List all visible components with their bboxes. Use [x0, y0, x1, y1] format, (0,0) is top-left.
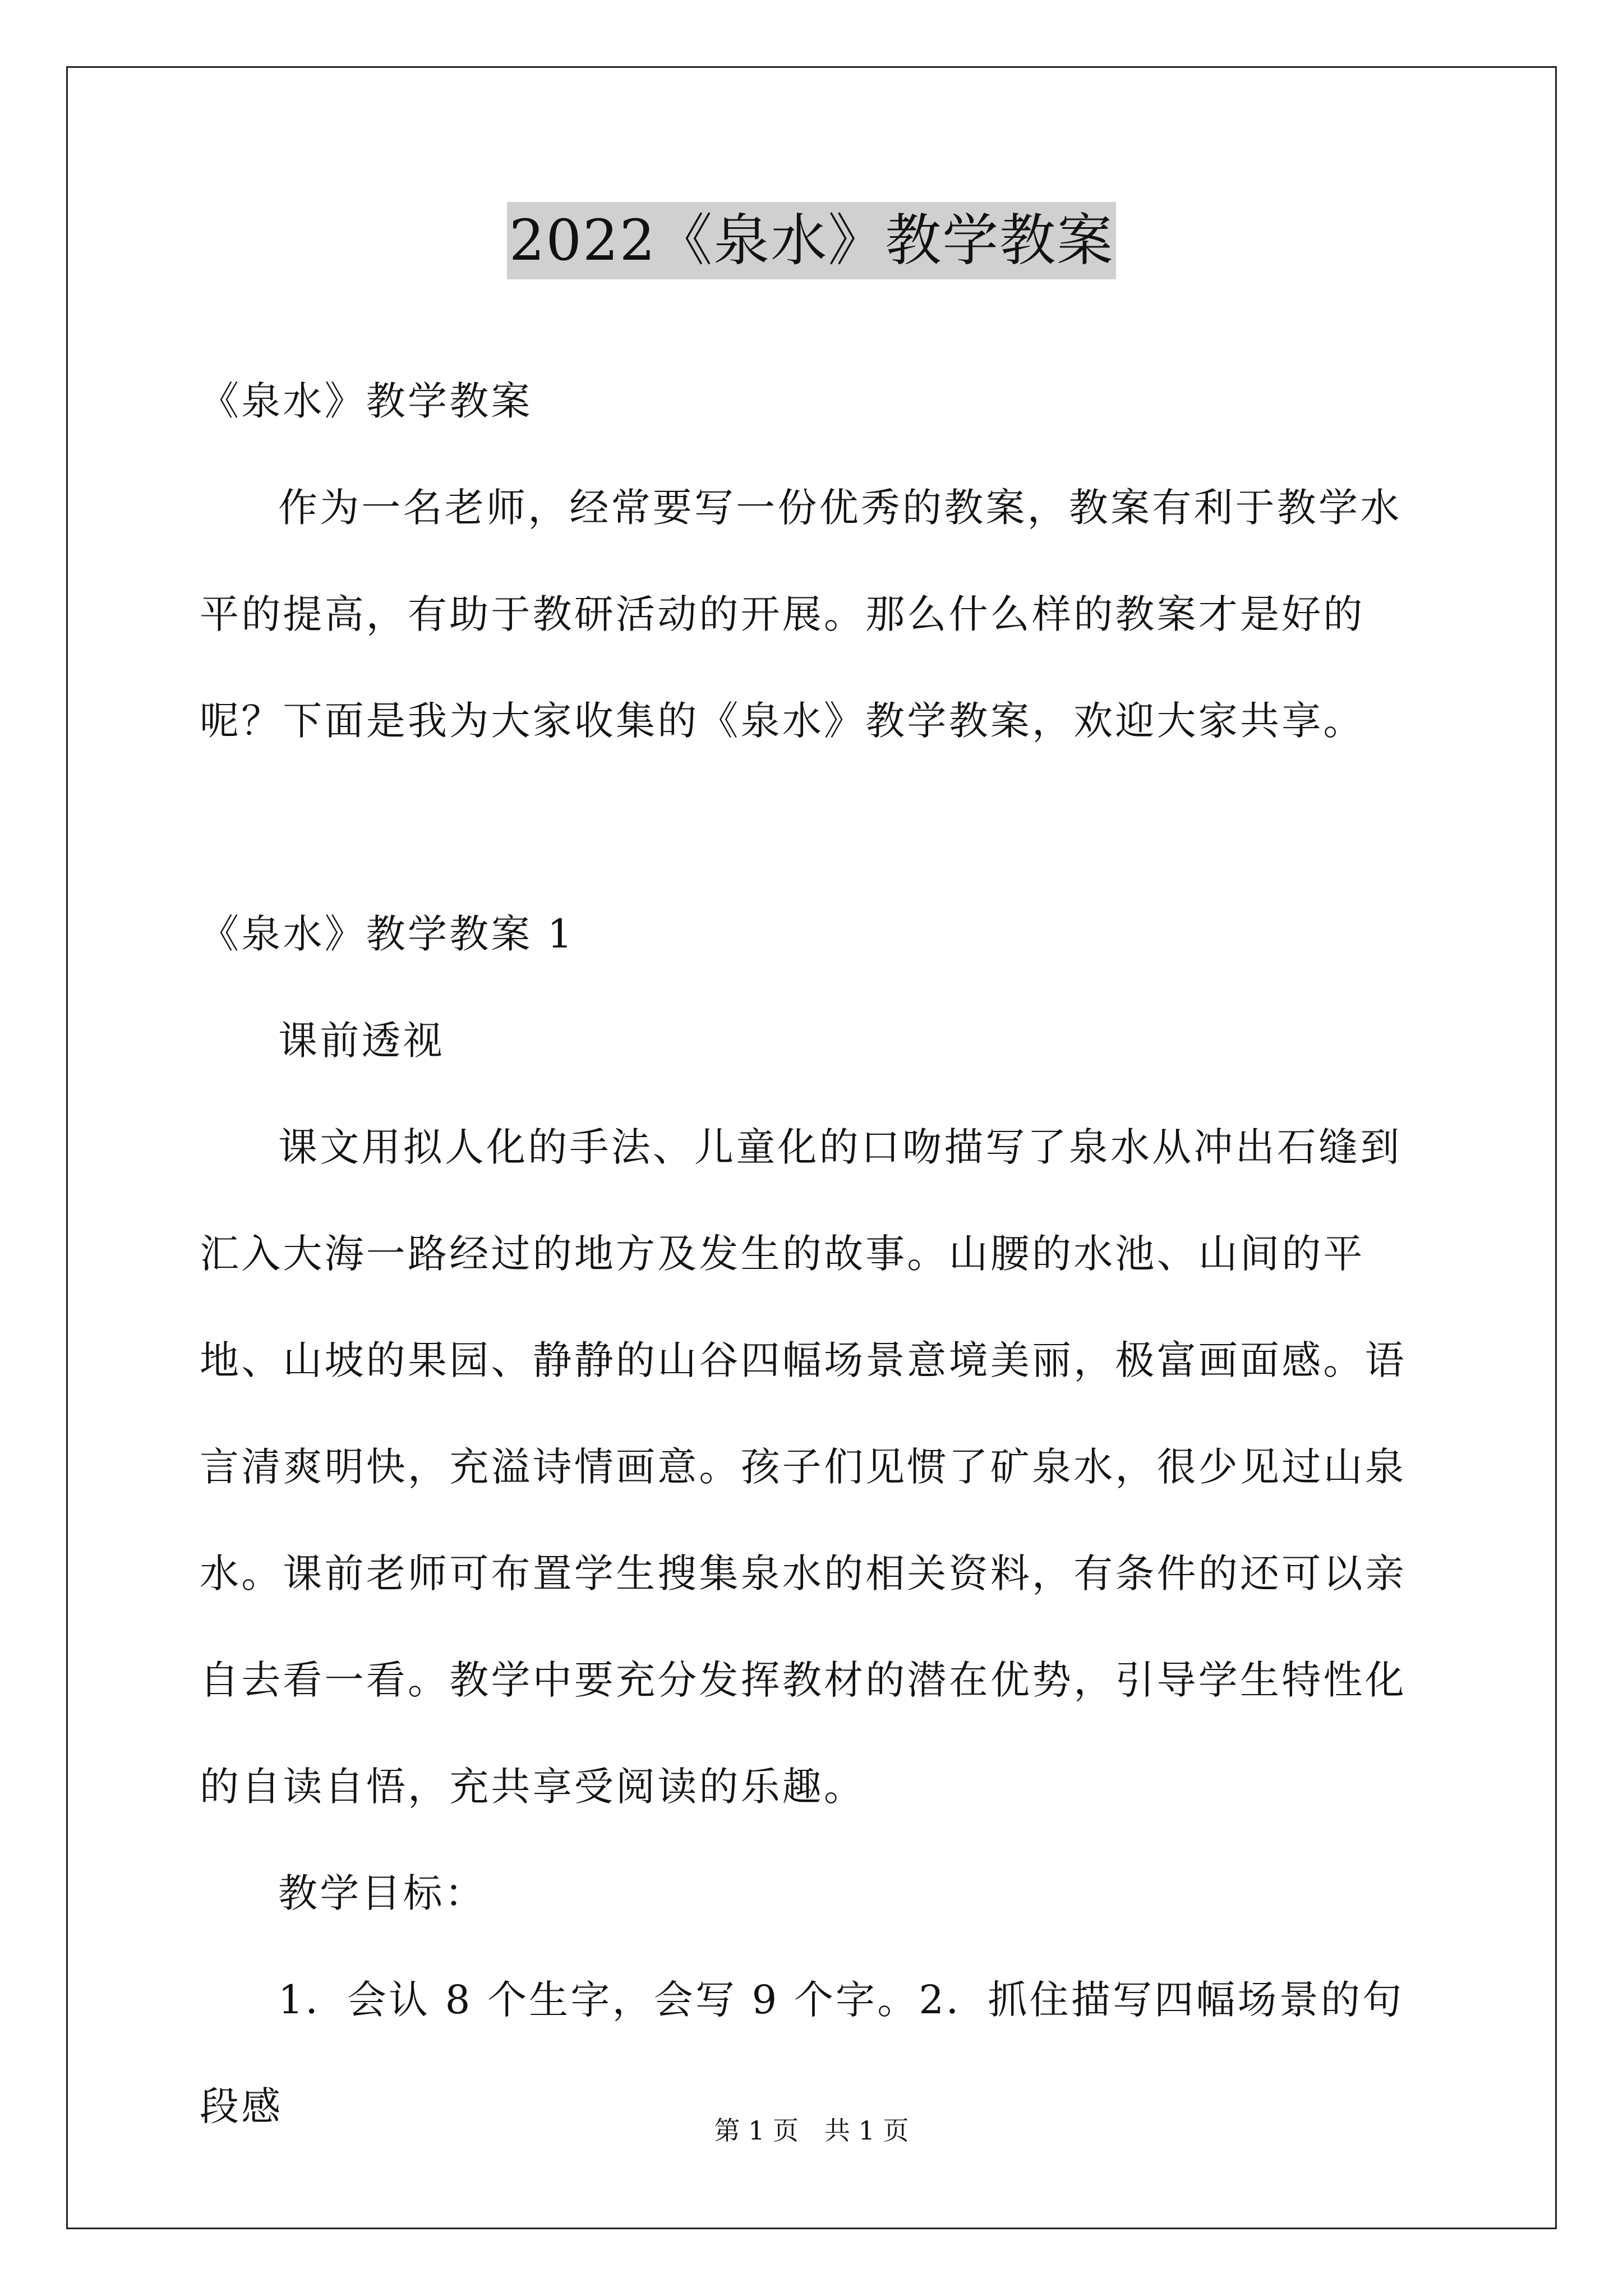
- objectives-text: 1．会认 8 个生字，会写 9 个字。2．抓住描写四幅场景的句段感: [200, 1977, 1404, 2129]
- page-number: 第 1 页 共 1 页: [714, 2115, 909, 2146]
- document-title[interactable]: 2022《泉水》教学教案: [507, 202, 1117, 279]
- subtitle: 《泉水》教学教案: [200, 378, 533, 424]
- page-footer: [0, 2114, 1623, 2147]
- section-subheading: 课前透视: [278, 1018, 445, 1064]
- intro-paragraph: 作为一名老师，经常要写一份优秀的教案，教案有利于教学水平的提高，有助于教研活动的开展。那么什么样的教案才是好的呢？下面是我为大家收集的《泉水》教学教案，欢迎大家共享。: [200, 485, 1402, 744]
- document-body: [200, 348, 1433, 2160]
- section-body-paragraph: 课文用拟人化的手法、儿童化的口吻描写了泉水从冲出石缝到汇入大海一路经过的地方及发生的故事。山腰的水池、山间的平地、山坡的果园、静静的山谷四幅场景意境美丽，极富画面感。语言清爽明快，充溢诗情画意。孩子们见惯了矿泉水，很少见过山泉水。课前老师可布置学生搜集泉水的相关资料，有条件的还可以亲自去看一看。教学中要充分发挥教材的潜在优势，引导学生特性化的自读自悟，充共享受阅读的乐趣。: [200, 1124, 1407, 1810]
- objectives-label: 教学目标：: [278, 1870, 486, 1916]
- title-container: [0, 202, 1623, 279]
- section-heading: 《泉水》教学教案 1: [200, 911, 575, 957]
